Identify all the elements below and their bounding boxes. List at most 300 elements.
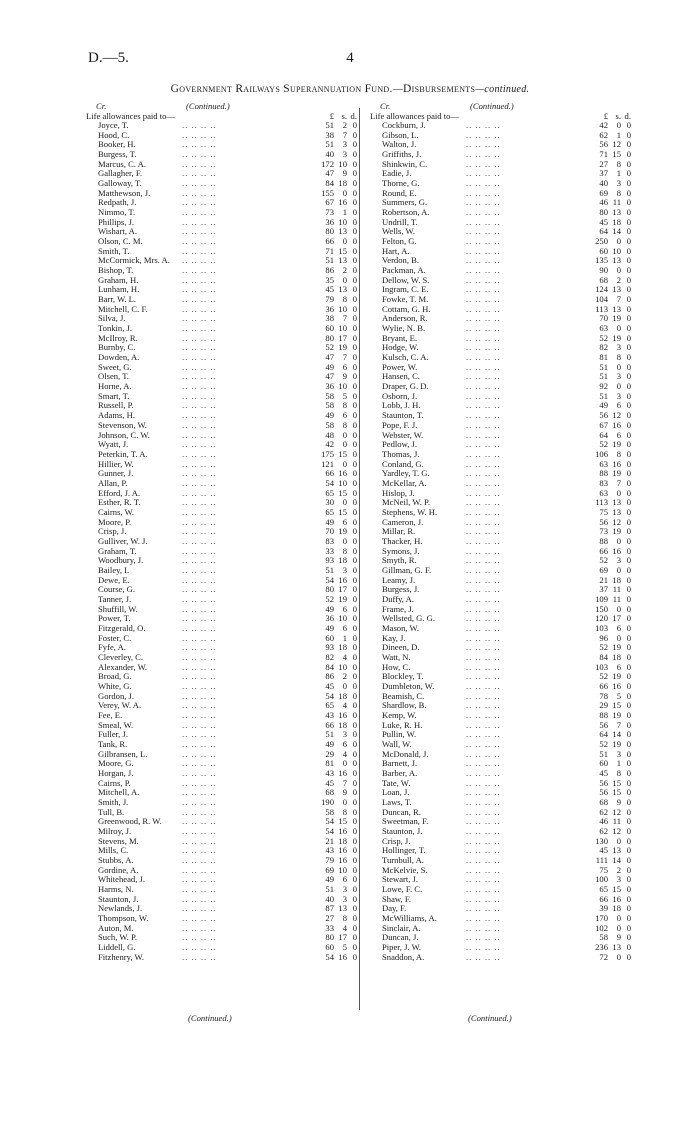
amount-shillings: 0	[342, 439, 347, 450]
amount-pounds: 81	[599, 352, 608, 363]
leader-dots: .. .. .. ..	[466, 690, 501, 701]
payee-name: Gillman, G. F.	[382, 564, 432, 575]
amount	[586, 537, 632, 547]
amount-pounds: 56	[599, 516, 608, 527]
amount-shillings: 4	[342, 922, 347, 933]
amount-pounds: 49	[325, 361, 334, 372]
payee-name: McWilliams, A.	[382, 913, 437, 924]
amount-shillings: 16	[612, 458, 621, 469]
amount-pence: 0	[626, 497, 631, 508]
amount	[312, 179, 358, 189]
payee-name: Crisp, J.	[382, 835, 411, 846]
amount-pounds: 70	[599, 313, 608, 324]
amount-pounds: 54	[325, 477, 334, 488]
amount-pounds: 104	[595, 294, 608, 305]
amount-shillings: 18	[612, 216, 621, 227]
amount-pence: 0	[352, 526, 357, 537]
amount-pounds: 90	[599, 265, 608, 276]
amount-shillings: 12	[612, 139, 621, 150]
amount	[586, 943, 632, 953]
payee-name: Wellsted, G. G.	[382, 613, 436, 624]
leader-dots: .. .. .. ..	[466, 816, 501, 827]
amount-pence: 0	[352, 545, 357, 556]
amount-shillings: 7	[616, 294, 621, 305]
leader-dots: .. .. .. ..	[466, 342, 501, 353]
amount	[586, 450, 632, 460]
payee-name: Moore, G.	[98, 758, 134, 769]
amount-pence: 0	[352, 613, 357, 624]
amount-pence: 0	[352, 448, 357, 459]
payee-name: Hillier, W.	[98, 458, 134, 469]
amount-shillings: 13	[612, 207, 621, 218]
payee-name: Alexander, W.	[98, 661, 148, 672]
amount	[586, 547, 632, 557]
amount-pounds: 52	[599, 555, 608, 566]
leader-dots: .. .. .. ..	[182, 187, 217, 198]
leader-dots: .. .. .. ..	[182, 410, 217, 421]
amount-pounds: 49	[325, 874, 334, 885]
amount-pounds: 62	[599, 129, 608, 140]
leader-dots: .. .. .. ..	[466, 680, 501, 691]
amount	[586, 334, 632, 344]
amount-shillings: 0	[342, 236, 347, 247]
payee-name: Shinkwin, C.	[382, 158, 428, 169]
amount-pounds: 135	[595, 255, 608, 266]
amount-shillings: 0	[616, 913, 621, 924]
payee-name: Marcus, C. A.	[98, 158, 146, 169]
leader-dots: .. .. .. ..	[466, 158, 501, 169]
amount-shillings: 19	[612, 739, 621, 749]
amount-pounds: 64	[599, 429, 608, 440]
amount-pounds: 56	[599, 410, 608, 421]
amount-pounds: 250	[595, 236, 608, 247]
amount-shillings: 3	[342, 564, 347, 575]
left-continued-label: (Continued.)	[186, 101, 230, 111]
amount	[312, 150, 358, 160]
leader-dots: .. .. .. ..	[182, 874, 217, 885]
amount-shillings: 19	[612, 671, 621, 682]
amount-pounds: 111	[595, 855, 608, 866]
payee-name: Lobb, J. H.	[382, 400, 421, 411]
leader-dots: .. .. .. ..	[466, 564, 501, 575]
amount-shillings: 6	[616, 400, 621, 411]
amount-pence: 0	[352, 709, 357, 720]
amount	[586, 701, 632, 711]
amount-pence: 0	[626, 236, 631, 247]
amount-pounds: 51	[599, 390, 608, 401]
amount	[586, 256, 632, 266]
amount-pence: 0	[352, 371, 357, 382]
leader-dots: .. .. .. ..	[466, 197, 501, 208]
amount-pence: 0	[352, 603, 357, 614]
leader-dots: .. .. .. ..	[466, 835, 501, 846]
payee-name: Staunton, T.	[382, 410, 424, 421]
payee-name: Thorne, G.	[382, 178, 420, 189]
amount	[312, 121, 358, 131]
amount	[312, 953, 358, 963]
payee-name: Smith, T.	[98, 245, 130, 256]
amount	[312, 276, 358, 286]
amount-pence: 0	[626, 951, 631, 962]
leader-dots: .. .. .. ..	[182, 390, 217, 401]
right-rows	[370, 121, 632, 962]
amount-pence: 0	[352, 236, 357, 247]
amount-pence: 0	[626, 468, 631, 479]
amount-shillings: 19	[612, 709, 621, 720]
amount-shillings: 14	[612, 729, 621, 740]
amount-pence: 0	[626, 419, 631, 430]
payee-name: Esther, R. T.	[98, 497, 141, 508]
amount-shillings: 10	[338, 216, 347, 227]
amount	[312, 595, 358, 605]
amount-pence: 0	[352, 632, 357, 643]
amount-shillings: 0	[616, 535, 621, 546]
amount-shillings: 18	[338, 690, 347, 701]
leader-dots: .. .. .. ..	[466, 207, 501, 218]
amount-pence: 0	[352, 129, 357, 140]
right-column	[370, 101, 632, 962]
amount-pounds: 87	[325, 903, 334, 914]
leader-dots: .. .. .. ..	[182, 864, 217, 875]
amount-pence: 0	[352, 178, 357, 189]
amount-pounds: 45	[599, 768, 608, 779]
amount-pence: 0	[626, 439, 631, 450]
amount-pence: 0	[352, 719, 357, 730]
left-column	[86, 101, 358, 962]
amount-shillings: 0	[342, 535, 347, 546]
leader-dots: .. .. .. ..	[466, 419, 501, 430]
amount-pounds: 80	[325, 226, 334, 237]
amount-shillings: 2	[616, 864, 621, 875]
amount-pounds: 45	[325, 284, 334, 295]
amount-shillings: 13	[612, 497, 621, 508]
leader-dots: .. .. .. ..	[466, 226, 501, 237]
amount	[312, 363, 358, 373]
amount-shillings: 19	[612, 313, 621, 324]
amount-shillings: 8	[342, 806, 347, 817]
payee-name: Thacker, H.	[382, 535, 423, 546]
amount-pounds: 40	[325, 893, 334, 904]
amount	[586, 314, 632, 324]
amount-shillings: 0	[616, 564, 621, 575]
payee-name: Broad, G.	[98, 671, 132, 682]
amount-pounds: 83	[599, 477, 608, 488]
amount-shillings: 0	[616, 835, 621, 846]
payee-name: Mitchell, C. F.	[98, 303, 148, 314]
payee-name: Auton, M.	[98, 922, 134, 933]
amount-pounds: 29	[599, 700, 608, 711]
leader-dots: .. .. .. ..	[466, 323, 501, 334]
amount-pence: 0	[626, 903, 631, 914]
amount-pounds: 65	[599, 884, 608, 895]
payee-name: Course, G.	[98, 584, 135, 595]
amount-shillings: 12	[612, 806, 621, 817]
amount-pounds: 51	[599, 748, 608, 759]
amount-pounds: 36	[325, 381, 334, 392]
amount-shillings: 15	[612, 700, 621, 711]
payee-name: Barr, W. L.	[98, 294, 137, 305]
amount	[586, 605, 632, 615]
amount-shillings: 16	[612, 893, 621, 904]
amount-shillings: 16	[338, 574, 347, 585]
amount-pounds: 56	[599, 787, 608, 798]
amount-pounds: 27	[325, 913, 334, 924]
amount-pounds: 150	[595, 603, 608, 614]
amount	[312, 401, 358, 411]
payee-name: Stevenson, W.	[98, 419, 147, 430]
leader-dots: .. .. .. ..	[466, 120, 501, 130]
leader-dots: .. .. .. ..	[466, 313, 501, 324]
amount-pence: 0	[352, 951, 357, 962]
amount	[312, 692, 358, 702]
leader-dots: .. .. .. ..	[182, 680, 217, 691]
amount-shillings: 15	[612, 884, 621, 895]
amount	[312, 846, 358, 856]
amount-pence: 0	[626, 835, 631, 846]
amount-pounds: 60	[599, 758, 608, 769]
amount-shillings: 12	[612, 516, 621, 527]
amount-shillings: 0	[616, 487, 621, 498]
leader-dots: .. .. .. ..	[182, 651, 217, 662]
amount	[586, 208, 632, 218]
table-row	[86, 953, 358, 963]
amount-shillings: 14	[612, 226, 621, 237]
payee-name: Robertson, A.	[382, 207, 430, 218]
amount	[586, 401, 632, 411]
amount-pounds: 71	[325, 245, 334, 256]
amount	[312, 305, 358, 315]
amount-pounds: 79	[325, 294, 334, 305]
payee-name: Allan, P.	[98, 477, 128, 488]
amount-pence: 0	[626, 313, 631, 324]
amount-shillings: 11	[612, 816, 621, 827]
amount-pounds: 73	[325, 207, 334, 218]
payee-name: Symons, J.	[382, 545, 420, 556]
table-row	[86, 634, 358, 644]
amount-pence: 0	[626, 913, 631, 924]
payee-name: Smith, J.	[98, 797, 129, 808]
amount-pounds: 33	[325, 922, 334, 933]
amount-shillings: 8	[616, 352, 621, 363]
amount-pence: 0	[626, 361, 631, 372]
amount-shillings: 17	[338, 932, 347, 943]
amount-pounds: 121	[321, 458, 334, 469]
amount-pounds: 45	[325, 680, 334, 691]
payee-name: Booker, H.	[98, 139, 136, 150]
amount	[312, 730, 358, 740]
amount-shillings: 16	[338, 468, 347, 479]
amount-shillings: 7	[342, 777, 347, 788]
amount-pounds: 51	[325, 139, 334, 150]
payee-name: Wyatt, J.	[98, 439, 129, 450]
amount-pounds: 66	[325, 236, 334, 247]
amount	[586, 440, 632, 450]
amount-pence: 0	[626, 729, 631, 740]
amount-pounds: 69	[325, 864, 334, 875]
amount	[312, 353, 358, 363]
leader-dots: .. .. .. ..	[466, 439, 501, 450]
amount-pence: 0	[626, 255, 631, 266]
amount-shillings: 6	[342, 874, 347, 885]
amount	[586, 285, 632, 295]
payee-name: Cameron, J.	[382, 516, 424, 527]
amount-pence: 0	[626, 787, 631, 798]
amount	[312, 266, 358, 276]
amount-pounds: 63	[599, 323, 608, 334]
payee-name: McKellar, A.	[382, 477, 427, 488]
amount	[586, 837, 632, 847]
amount-pence: 0	[352, 690, 357, 701]
payee-name: Hansen, C.	[382, 371, 420, 382]
payee-name: Power, W.	[382, 361, 418, 372]
leader-dots: .. .. .. ..	[466, 768, 501, 779]
leader-dots: .. .. .. ..	[466, 777, 501, 788]
amount-pounds: 27	[599, 158, 608, 169]
payee-name: McKelvie, S.	[382, 864, 428, 875]
amount-pounds: 51	[599, 371, 608, 382]
amount-pence: 0	[352, 274, 357, 285]
amount	[312, 508, 358, 518]
payee-name: Olson, C. M.	[98, 236, 143, 247]
amount-pence: 0	[626, 429, 631, 440]
payee-name: Luke, R. H.	[382, 719, 423, 730]
payee-name: Pope, F. J.	[382, 419, 418, 430]
payee-name: Cleverley, C.	[98, 651, 144, 662]
amount-pence: 0	[352, 487, 357, 498]
amount-pence: 0	[626, 294, 631, 305]
amount-pence: 0	[352, 893, 357, 904]
amount-shillings: 0	[342, 274, 347, 285]
payee-name: Silva, J.	[98, 313, 126, 324]
leader-dots: .. .. .. ..	[466, 506, 501, 517]
amount-shillings: 18	[338, 642, 347, 653]
amount	[312, 314, 358, 324]
amount	[312, 421, 358, 431]
leader-dots: .. .. .. ..	[466, 893, 501, 904]
amount-pounds: 66	[599, 545, 608, 556]
leader-dots: .. .. .. ..	[182, 429, 217, 440]
leader-dots: .. .. .. ..	[182, 516, 217, 527]
amount-shillings: 11	[612, 584, 621, 595]
leader-dots: .. .. .. ..	[466, 400, 501, 411]
leader-dots: .. .. .. ..	[466, 593, 501, 604]
amount-pence: 0	[352, 139, 357, 150]
payee-name: Piper, J. W.	[382, 942, 422, 953]
amount-pence: 0	[626, 642, 631, 653]
amount	[312, 895, 358, 905]
leader-dots: .. .. .. ..	[182, 294, 217, 305]
amount-pence: 0	[626, 477, 631, 488]
amount	[312, 411, 358, 421]
amount	[586, 150, 632, 160]
payee-name: Dewe, E.	[98, 574, 130, 585]
amount-pence: 0	[352, 671, 357, 682]
leader-dots: .. .. .. ..	[182, 903, 217, 914]
amount-pence: 0	[626, 709, 631, 720]
payee-name: Milroy, J.	[98, 826, 132, 837]
payee-name: Fee, E.	[98, 709, 123, 720]
amount-shillings: 0	[616, 922, 621, 933]
leader-dots: .. .. .. ..	[182, 361, 217, 372]
amount	[312, 750, 358, 760]
leader-dots: .. .. .. ..	[182, 835, 217, 846]
leader-dots: .. .. .. ..	[466, 129, 501, 140]
left-column-rule	[359, 108, 360, 1010]
amount-shillings: 3	[342, 893, 347, 904]
right-column-header	[370, 101, 632, 111]
leader-dots: .. .. .. ..	[182, 893, 217, 904]
amount-shillings: 3	[342, 149, 347, 160]
payee-name: Foster, C.	[98, 632, 132, 643]
amount	[586, 595, 632, 605]
payee-name: Graham, H.	[98, 274, 139, 285]
amount-shillings: 6	[616, 429, 621, 440]
leader-dots: .. .. .. ..	[466, 864, 501, 875]
amount-shillings: 3	[616, 342, 621, 353]
amount-pence: 0	[626, 352, 631, 363]
amount-pounds: 66	[599, 893, 608, 904]
payee-name: Moore, P.	[98, 516, 132, 527]
amount-pence: 0	[352, 700, 357, 711]
amount-pounds: 79	[325, 855, 334, 866]
amount-pence: 0	[352, 419, 357, 430]
amount-pence: 0	[626, 371, 631, 382]
amount	[586, 131, 632, 141]
amount-pence: 0	[352, 729, 357, 740]
leader-dots: .. .. .. ..	[182, 207, 217, 218]
amount-pence: 0	[352, 477, 357, 488]
amount-pence: 0	[626, 303, 631, 314]
amount	[586, 914, 632, 924]
leader-dots: .. .. .. ..	[182, 245, 217, 256]
amount	[586, 266, 632, 276]
leader-dots: .. .. .. ..	[466, 487, 501, 498]
amount-pence: 0	[352, 120, 357, 130]
amount-pounds: 80	[325, 332, 334, 343]
leader-dots: .. .. .. ..	[182, 593, 217, 604]
leader-dots: .. .. .. ..	[466, 700, 501, 711]
amount	[586, 750, 632, 760]
amount-pence: 0	[626, 265, 631, 276]
leader-dots: .. .. .. ..	[182, 545, 217, 556]
amount-shillings: 1	[616, 168, 621, 179]
amount-shillings: 0	[616, 265, 621, 276]
leader-dots: .. .. .. ..	[182, 149, 217, 160]
amount	[586, 634, 632, 644]
payee-name: Tull, B.	[98, 806, 125, 817]
leader-dots: .. .. .. ..	[182, 951, 217, 962]
payee-name: McDonald, J.	[382, 748, 429, 759]
leader-dots: .. .. .. ..	[466, 555, 501, 566]
amount-pence: 0	[626, 207, 631, 218]
amount-pounds: 37	[599, 584, 608, 595]
amount-shillings: 10	[338, 323, 347, 334]
amount-shillings: 15	[338, 506, 347, 517]
amount-shillings: 16	[338, 951, 347, 962]
amount-pounds: 63	[599, 458, 608, 469]
amount-shillings: 6	[342, 603, 347, 614]
amount	[586, 875, 632, 885]
amount-pence: 0	[626, 564, 631, 575]
leader-dots: .. .. .. ..	[182, 777, 217, 788]
amount-pounds: 80	[325, 932, 334, 943]
leader-dots: .. .. .. ..	[182, 178, 217, 189]
leader-dots: .. .. .. ..	[466, 178, 501, 189]
amount	[586, 846, 632, 856]
amount-pounds: 113	[595, 303, 608, 314]
amount-pence: 0	[626, 332, 631, 343]
amount	[312, 479, 358, 489]
